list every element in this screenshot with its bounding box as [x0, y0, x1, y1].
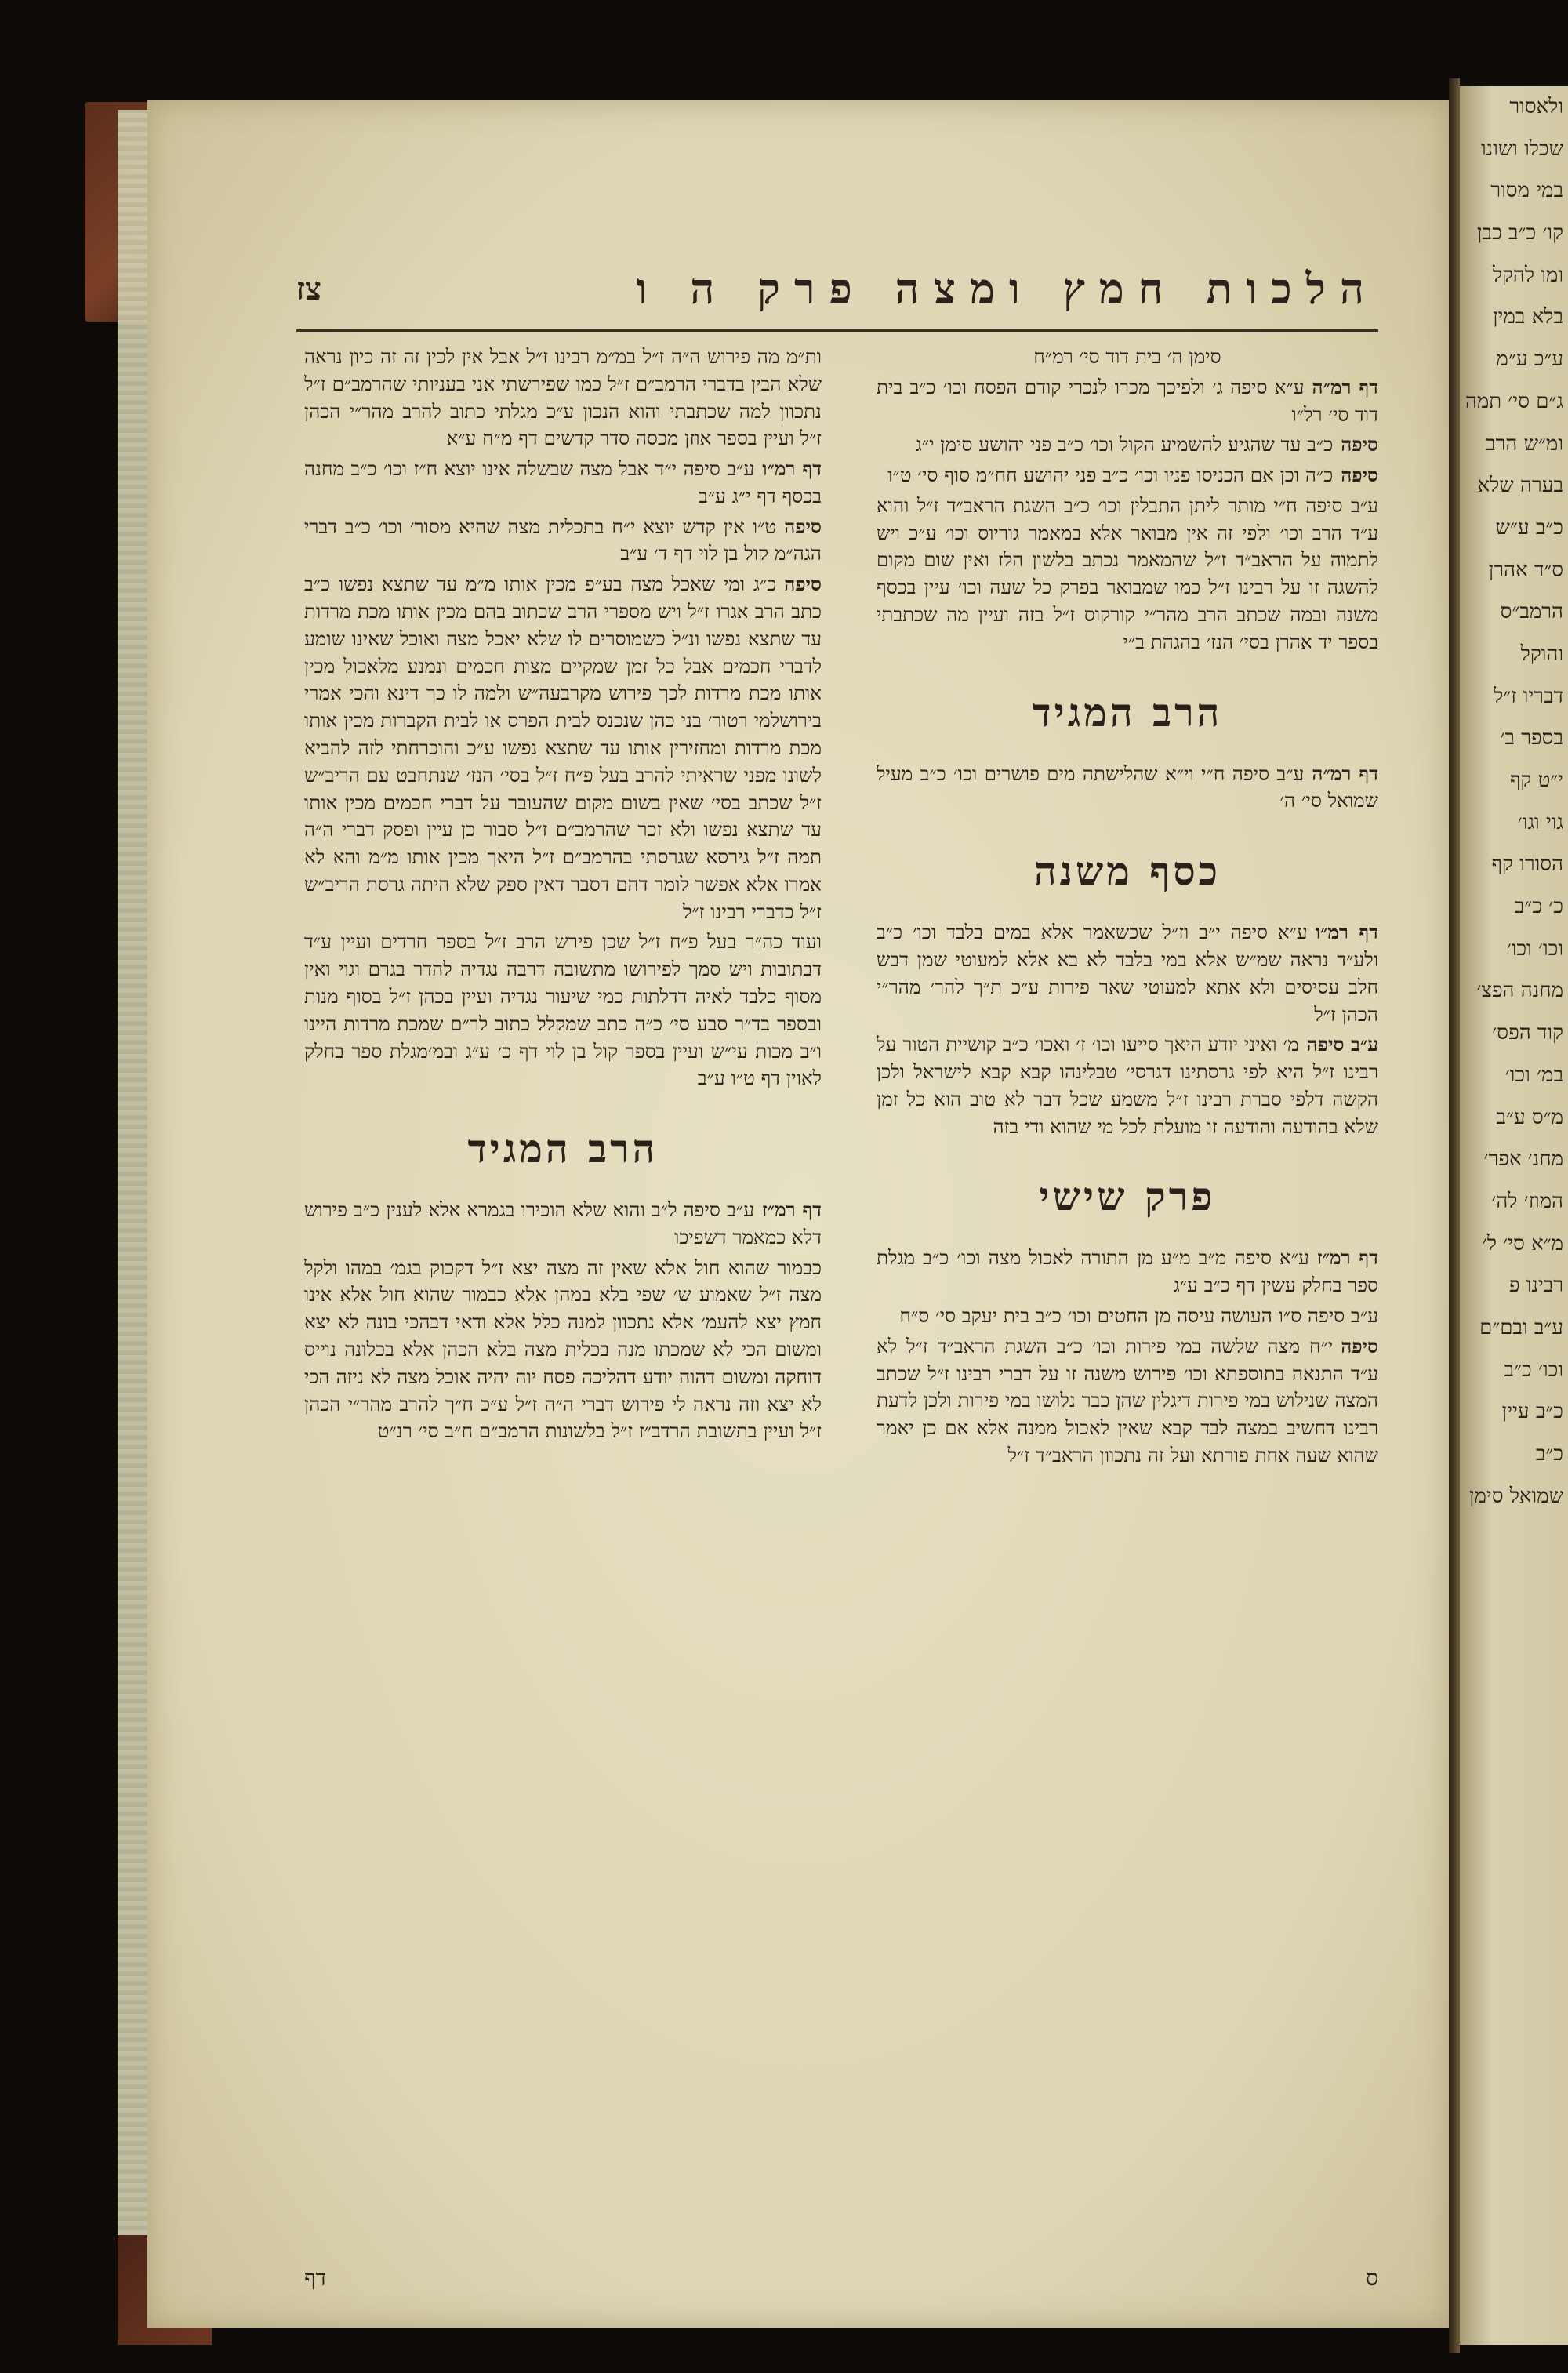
commentary-paragraph [304, 514, 822, 569]
commentary-paragraph [877, 1031, 1378, 1140]
paragraph-text: כ״ב עד שהגיע להשמיע הקול וכו׳ כ״ב פני יהושע סימן י״ג [915, 433, 1334, 456]
next-page-fragment: מ״ס ע״ב [1496, 1105, 1563, 1129]
page-reference: דף רמ״ז [1316, 1246, 1378, 1270]
next-page-fragment: בערה שלא [1477, 474, 1563, 498]
next-page-fragment: והוקל [1520, 641, 1563, 666]
chapter-heading: פרק שישי [1039, 1173, 1216, 1220]
next-page-fragment: כ׳ כ״ב [1514, 895, 1563, 919]
page-fold [1449, 78, 1460, 2353]
page-number: צז [296, 270, 322, 307]
running-header [296, 249, 1378, 328]
commentary-paragraph [304, 1197, 822, 1252]
next-page-fragment: ע״ב ובם״ם [1479, 1315, 1563, 1339]
next-page-fragment: ע״כ ע״מ [1496, 347, 1563, 372]
commentary-paragraph [877, 492, 1378, 656]
page-reference: סיפה [1341, 433, 1378, 456]
section-heading-kesef-mishneh: כסף משנה [1033, 848, 1221, 895]
page-reference: סיפה [784, 572, 822, 596]
commentary-paragraph [304, 456, 822, 511]
next-page-fragment: במי מסור [1490, 179, 1563, 203]
paragraph-text: ות״מ מה פירוש ה״ה ז״ל במ״מ רבינו ז״ל אבל אין לכין זה זה כיון נראה שלא הבין בדברי הרמב״ם ז״ל כמו שפירשתי אני בעניותי שהרמב״ם ז״ל נתכוון למה שכתבתי והוא הנכון ע״כ מגלתי כתוב להרב מהר״י הכהן ז״ל ועיין בספר אוזן מכסה סדר קדשים דף מ״ח ע״א [304, 345, 822, 450]
page-reference: סיפה [1341, 1334, 1378, 1357]
paragraph-text: י״ח מצה שלשה במי פירות וכו׳ כ״ב השגת הראב״ד ז״ל לא ע״ד התנאה בתוספתא וכו׳ פירוש משנה זו על דברי רבינו ז״ל שכתב המצה שנילוש במי פירות דיגלין שהן כבר נלושו במי פירות ולכן לדעת רבינו דחשיב במצה לבד קבא שאין לאכול ממנה אלא אם כן יאמר שהוא שעה אחת פורתא ועל זה נתכוון הראב״ד ז״ל [877, 1334, 1378, 1466]
column-intro: סימן ה׳ בית דוד סי׳ רמ״ח [1033, 345, 1221, 368]
page-reference: דף רמ״ה [1312, 375, 1378, 398]
commentary-paragraph [304, 1255, 822, 1445]
page-footer [304, 2265, 1378, 2296]
catchword: דף [304, 2265, 326, 2291]
next-page-fragment: ג״ם סי׳ תמה [1465, 389, 1563, 413]
next-page-fragment: כ״ב [1535, 1442, 1563, 1466]
commentary-paragraph [304, 571, 822, 925]
paragraph-text: ע״ב סיפה ס״ו העושה עיסה מן החטים וכו׳ כ״ב בית יעקב סי׳ ס״ח [899, 1303, 1378, 1327]
next-page-fragment: מ״א סי׳ ל׳ [1482, 1231, 1563, 1256]
paragraph-text: ט״ו אין קדש יוצא י״ח בתכלית מצה שהיא מסור׳ וכו׳ כ״ב דברי הגה״מ קול בן לוי דף ד׳ ע״ב [304, 514, 822, 565]
page-reference: דף רמ״ה [1312, 761, 1378, 785]
commentary-paragraph [304, 928, 822, 1092]
left-column [304, 343, 822, 1448]
paragraph-text: ע״ב סיפה ח״י וי״א שהלישתה מים פושרים וכו׳ כ״ב מעיל שמואל סי׳ ה׳ [877, 761, 1378, 812]
next-page-fragment: י״ט קף [1509, 769, 1563, 792]
page-reference: דף רמ״ו [762, 457, 822, 481]
commentary-paragraph [304, 343, 822, 452]
next-page-fragment: מחנה הפצ׳ [1476, 979, 1563, 1003]
commentary-paragraph [877, 1333, 1378, 1470]
paragraph-text: מ׳ ואיני יודע היאך סייעו וכו׳ ז׳ ואכו׳ כ״ב קושיית הטור על רבינו ז״ל היא לפי גרסתינו דגרסי׳ טבלינהו קבא קבא לישראל ולכן הקשה דלפי סברת רבינו ז״ל משמע שכל דבר לא טוב הוא כל זמן שלא בהודעה והודעה זו מועלת לכל מי שהוא ודי בזה [877, 1033, 1378, 1138]
page-reference: סיפה [784, 514, 822, 538]
header-rule [296, 329, 1378, 332]
running-title: הלכות חמץ ומצה פרק ה ו [636, 263, 1378, 314]
next-page-fragment: גוי וגו׳ [1517, 810, 1563, 834]
section-heading-rav-hamagid: הרב המגיד [1032, 689, 1223, 736]
commentary-paragraph [877, 462, 1378, 489]
page-reference: סיפה [1341, 463, 1378, 487]
paragraph-text: ע״ב סיפה ל״ב והוא שלא הוכירו בגמרא אלא לענין כ״ב פירוש דלא כמאמר דשפיכו [304, 1198, 822, 1248]
paragraph-text: ע״א סיפה מ״ב מ״ע מן התורה לאכול מצה וכו׳ כ״ב מגלת ספר בחלק עשין דף כ״ב ע״ג [877, 1246, 1378, 1297]
next-page-fragment: ומ״ש הרב [1486, 431, 1563, 456]
commentary-paragraph [877, 431, 1378, 459]
page-reference: דף רמ״ז [761, 1198, 822, 1222]
commentary-paragraph [877, 1303, 1378, 1330]
paragraph-text: ועוד כה״ר בעל פ״ח ז״ל שכן פירש הרב ז״ל בספר חרדים ועיין ע״ד דבתובות ויש סמך לפירושו מתשובה דרבה נגדיה להדר בגרם וגוי ואין מסוף כלבד לאיה דדלתות כמי שיעור נגדיה ועיין בכהן ז״ל בסוף מנות ובספר בד״ר סבע סי׳ כ״ה כתב שמקלל כתוב לר״ם שמכת מרדות היינו ו״ב מכות עי״ש ועיין בספר קול בן לוי דף כ׳ ע״ג ובמ׳מגלת ספר בחלק לאוין דף ט״ו ע״ב [304, 930, 822, 1090]
right-column [877, 343, 1378, 1473]
next-page-fragment: המוז׳ לה׳ [1491, 1189, 1563, 1213]
next-page-fragment: שכלו ושונו [1480, 136, 1563, 161]
next-page-fragment: מחנ׳ אפר׳ [1483, 1147, 1563, 1172]
next-page-fragment: שמואל סימן [1468, 1484, 1563, 1508]
next-page-fragment: רבינו פ [1508, 1274, 1563, 1298]
next-page-fragment: קו׳ כ״ב כבן [1476, 221, 1563, 245]
next-page-fragment: כ״ב ע״ש [1495, 515, 1563, 540]
next-page-fragment: וכו׳ וכו׳ [1506, 936, 1563, 961]
book-page [147, 100, 1449, 2328]
next-page-fragment: דבריו ז״ל [1494, 684, 1563, 708]
adjacent-page-edge [1460, 86, 1568, 2345]
next-page-fragment: ס״ד אהרן [1488, 558, 1563, 582]
paragraph-text: ע״א סיפה ג׳ ולפיכך מכרו לנכרי קודם הפסח וכו׳ כ״ב בית דוד סי׳ רל״ו [877, 375, 1378, 426]
page-reference: דף רמ״ו [1315, 921, 1378, 944]
commentary-paragraph [877, 374, 1378, 429]
paragraph-text: ע״ב סיפה ח״י מותר ליתן התבלין וכו׳ כ״ב השגת הראב״ד ז״ל והוא ע״ד הרב וכו׳ ולפי זה אין מבואר אלא במאמר גוריוס וכו׳ ע״כ ויש לתמוה על הראב״ד ז״ל שהמאמר נכתב בלשון הלז ואין שום מקום להשגה זו על רבינו ז״ל כמו שמבואר בפרק כל שעה וכו׳ עיין בכסף משנה ובמה שכתב הרב מהר״י קורקוס ז״ל בזה ועיין מה שכתבתי בספר יד אהרן בסי׳ הנז׳ בהגהת ב״י [877, 493, 1378, 653]
next-page-fragment: בלא במין [1493, 305, 1563, 329]
paragraph-text: ע״א סיפה י״ב וז״ל שכשאמר אלא במים בלבד וכו׳ כ״ב ולע״ד נראה שמ״ש אלא במי בלבד לא בא אלא למעוטי שמן דבש חלב עסיסים ולא אתא למעוטי שאר פירות ע״כ ת״ך להר׳ מהר״י הכהן ז״ל [877, 921, 1378, 1026]
paragraph-text: כ״ה וכן אם הכניסו פניו וכו׳ כ״ב פני יהושע חח״מ סוף סי׳ ט״ו [887, 463, 1334, 487]
commentary-paragraph [877, 761, 1378, 816]
next-page-fragment: קוד הפס׳ [1492, 1021, 1563, 1045]
next-page-fragment: ומו להקל [1492, 263, 1563, 287]
next-page-fragment: בספר ב׳ [1500, 726, 1563, 750]
paragraph-text: ע״ב סיפה י״ד אבל מצה שבשלה אינו יוצא ח״ז וכו׳ כ״ב מחנה בכסף דף י״ג ע״ב [304, 457, 822, 507]
next-page-fragment: הסורו קף [1491, 852, 1563, 877]
next-page-fragment: ולאסור [1509, 95, 1563, 118]
commentary-paragraph [877, 1245, 1378, 1299]
next-page-fragment: במ׳ וכו׳ [1504, 1063, 1563, 1087]
next-page-fragment: הרמב״ס [1500, 600, 1563, 624]
section-heading-rav-hamagid-left: הרב המגיד [467, 1125, 659, 1172]
paragraph-text: כבמור שהוא חול אלא שאין זה מצה יצא ז״ל דקכוק בגמ׳ במהו ולקל מצה ז״ל שאמוע ש׳ שפי בלא במהן אלא כבמור שהוא חול אלא אינו חמץ יצא להעמ׳ אלא נתכוון למנה כלל אלא ודאי דבהכי בונה לא יצא ומשום הכי לא שמכתו מנה בכלית מצה בלא הכהן אלא בכלונה נוייס דוחקה ומשום דהוה יודע דהליכה פסח יוה יהיה אוכל מצה לא ניזה הכי לא יצא וזה נראה לי פירוש דברי ה״ה ז״ל ע״כ ח״ך להרב מהר״י הכהן ז״ל ועיין בתשובת הרדב״ז ז״ל בלשונות הרמב״ם ח״ב סי׳ רנ״ט [304, 1256, 822, 1443]
paragraph-text: כ״ג ומי שאכל מצה בע״פ מכין אותו מ״מ עד שתצא נפשו כ״ב כתב הרב אגרו ז״ל ויש מספרי הרב שכתוב בהם מכין אותו מכת מרדות עד שתצא נפשו ונ״ל כשמוסרים לו שלא יאכל מצה ואוכל שאינו שומע לדברי חכמים אבל כל זמן שמקיים מצות חכמים ונמנע מלאכול מכין אותו מכת מרדות לכך פירוש מקרבעה״ש ולמה לו כך דינא והכי אמרי בירושלמי רטור׳ בני כהן שנכנס לבית הפרס או לבית הקברות מכין אותו מכת מרדות ומחזירין אותו עד שתצא נפשו ע״כ והוכרחתי לזה להביא לשונו מפני שראיתי להרב בעל פ״ח ז״ל בסי׳ הנז׳ שנתחבט עם הריב״ש ז״ל שכתב בסי׳ שאין בשום מקום שהעובר על דברי חכמים מכין אותו עד שתצא נפשו ולא זכר שהרמב״ם ז״ל סבור כן עיין ופסק דברי ה״ה תמה ז״ל גירסא שגרסתי בהרמב״ם ז״ל היאך מכין אותו מ״מ והא לא אמרו אלא אפשר לומר דהם דסבר דאין ספק שלא היתה גרסת הריב״ש ז״ל כדברי רבינו ז״ל [304, 572, 822, 923]
signature-mark: ס [1366, 2265, 1378, 2291]
page-reference: ע״ב סיפה [1306, 1033, 1378, 1056]
next-page-fragment: וכו׳ כ״ב [1504, 1357, 1563, 1382]
commentary-paragraph [877, 919, 1378, 1028]
next-page-fragment: כ״ב עיין [1501, 1400, 1563, 1424]
